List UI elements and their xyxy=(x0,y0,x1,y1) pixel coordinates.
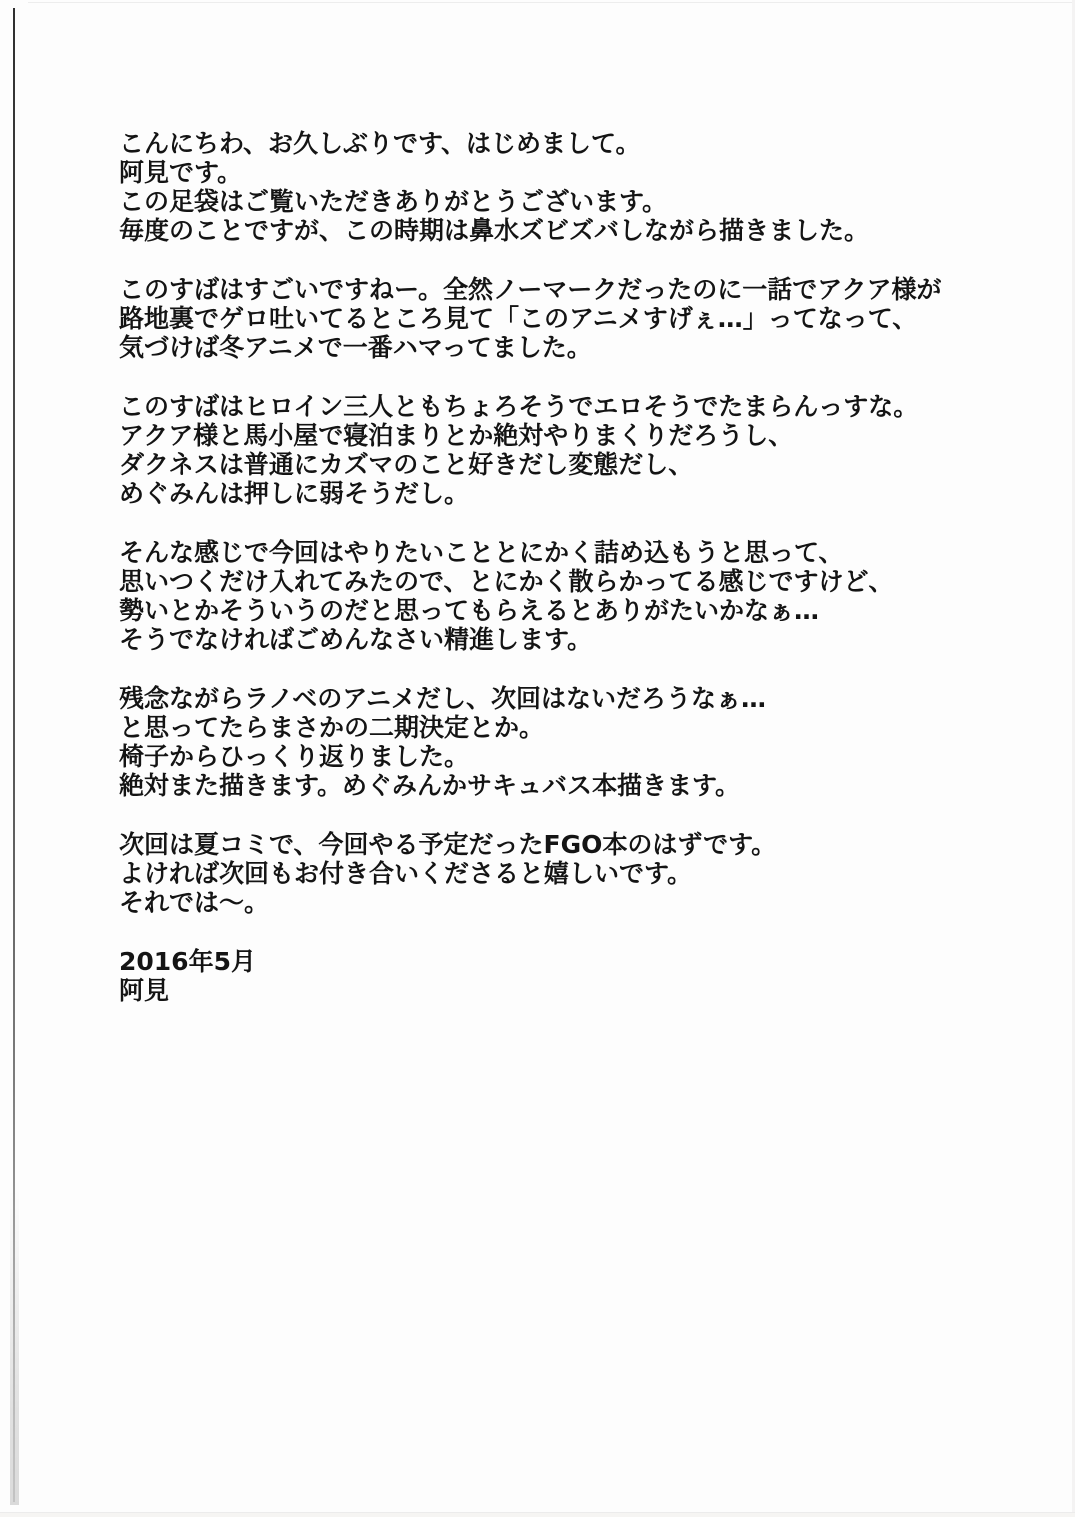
scan-fold-shadow xyxy=(10,1180,19,1505)
text-line: 路地裏でゲロ吐いてるところ見て「このアニメすげぇ…」ってなって、 xyxy=(119,304,918,333)
text-line: 気づけば冬アニメで一番ハマってました。 xyxy=(119,333,592,362)
text-line: めぐみんは押しに弱そうだし。 xyxy=(119,479,470,508)
text-line: ダクネスは普通にカズマのこと好きだし変態だし、 xyxy=(119,450,694,479)
text-line: と思ってたらまさかの二期決定とか。 xyxy=(119,713,545,742)
text-line: 椅子からひっくり返りました。 xyxy=(119,742,470,771)
text-line: 絶対また描きます。めぐみんかサキュバス本描きます。 xyxy=(119,771,741,800)
paragraph-this-book xyxy=(119,538,942,654)
text-line: そんな感じで今回はやりたいこととにかく詰め込もうと思って、 xyxy=(119,538,844,567)
text-line: 阿見です。 xyxy=(119,158,243,187)
signature-date: 2016年5月 xyxy=(119,947,256,976)
signature-author: 阿見 xyxy=(119,976,170,1005)
scan-top-edge-artifact xyxy=(28,2,1075,3)
paragraph-greeting xyxy=(119,129,942,245)
paragraph-heroines xyxy=(119,392,942,508)
text-line: このすばはすごいですねー。全然ノーマークだったのに一話でアクア様が xyxy=(119,275,942,304)
text-line: この足袋はご覧いただきありがとうございます。 xyxy=(119,187,668,216)
text-line: よければ次回もお付き合いくださると嬉しいです。 xyxy=(119,859,693,888)
text-line: 思いつくだけ入れてみたので、とにかく散らかってる感じですけど、 xyxy=(119,567,894,596)
paragraph-next-book xyxy=(119,830,942,917)
text-line: それでは～。 xyxy=(119,888,270,917)
paragraph-anime-impression xyxy=(119,275,942,362)
text-line: このすばはヒロイン三人ともちょろそうでエロそうでたまらんっすな。 xyxy=(119,392,919,421)
text-line: 勢いとかそういうのだと思ってもらえるとありがたいかなぁ… xyxy=(119,596,820,625)
text-line: アクア様と馬小屋で寝泊まりとか絶対やりまくりだろうし、 xyxy=(119,421,794,450)
scan-bottom-edge-artifact xyxy=(0,1512,1075,1517)
text-line: 毎度のことですが、この時期は鼻水ズビズバしながら描きました。 xyxy=(119,216,870,245)
afterword-text xyxy=(119,129,942,1005)
paragraph-season-two xyxy=(119,684,942,800)
text-line: 残念ながらラノベのアニメだし、次回はないだろうなぁ… xyxy=(119,684,767,713)
signature xyxy=(119,947,942,1005)
text-line: こんにちわ、お久しぶりです、はじめまして。 xyxy=(119,129,641,158)
text-line: 次回は夏コミで、今回やる予定だったFGO本のはずです。 xyxy=(119,830,777,859)
text-line: そうでなければごめんなさい精進します。 xyxy=(119,625,593,654)
